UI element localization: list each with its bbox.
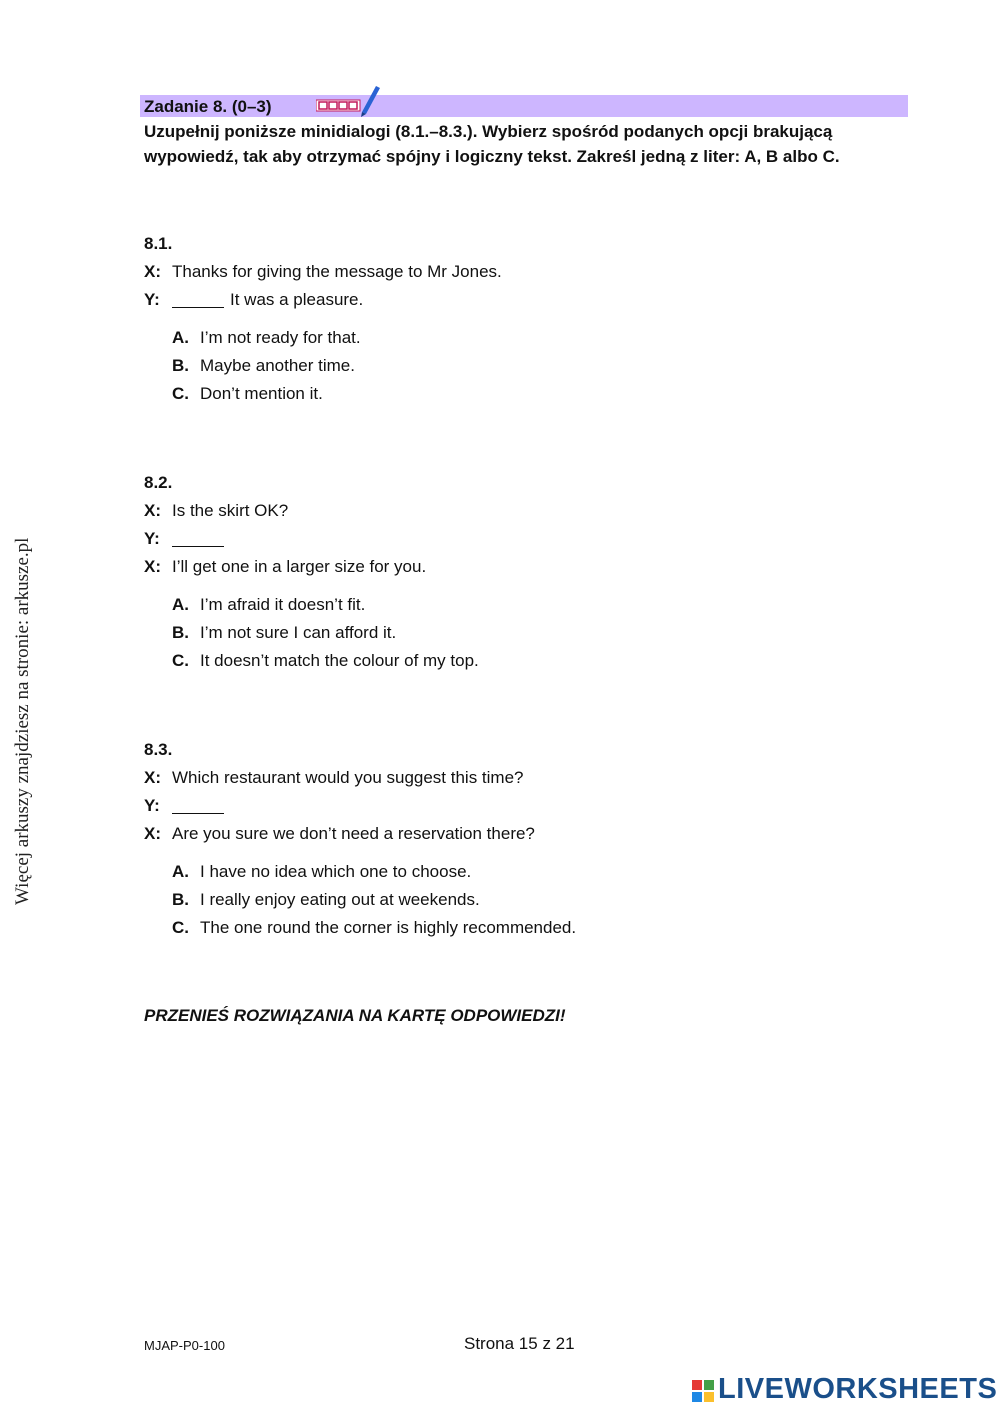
speaker-label: Y:	[144, 290, 160, 309]
answer-options	[172, 324, 844, 408]
speaker-label: X:	[144, 557, 161, 576]
item-number: 8.3.	[144, 740, 173, 759]
option-letter: B.	[172, 890, 189, 909]
sidebar-watermark-text: Więcej arkuszy znajdziesz na stronie: arkusze.pl	[12, 537, 33, 905]
item-8-3	[144, 736, 844, 942]
item-8-1	[144, 230, 844, 408]
dialogue-text: Thanks for giving the message to Mr Jones.	[172, 262, 502, 281]
dialogue-text: It was a pleasure.	[230, 290, 364, 309]
option-text: I’m afraid it doesn’t fit.	[200, 595, 366, 614]
option-letter: A.	[172, 328, 189, 347]
option-c[interactable]	[172, 914, 844, 942]
option-a[interactable]	[172, 591, 844, 619]
page-number: Strona 15 z 21	[464, 1334, 575, 1353]
speaker-label: X:	[144, 501, 161, 520]
transfer-answers-note: PRZENIEŚ ROZWIĄZANIA NA KARTĘ ODPOWIEDZI!	[144, 1006, 566, 1025]
option-text: I’m not ready for that.	[200, 328, 361, 347]
option-c[interactable]	[172, 647, 844, 675]
dialogue-text: Which restaurant would you suggest this time?	[172, 768, 524, 787]
dialogue-text: Are you sure we don’t need a reservation there?	[172, 824, 535, 843]
option-letter: B.	[172, 356, 189, 375]
dialogue-text: I’ll get one in a larger size for you.	[172, 557, 427, 576]
dialogue-line	[144, 258, 844, 286]
item-8-2	[144, 469, 844, 675]
item-number: 8.1.	[144, 234, 173, 253]
dialogue-line	[144, 553, 844, 581]
option-letter: B.	[172, 623, 189, 642]
dialogue-line	[144, 764, 844, 792]
speaker-label: X:	[144, 262, 161, 281]
speaker-label: X:	[144, 768, 161, 787]
speaker-label: X:	[144, 824, 161, 843]
task-title: Zadanie 8. (0–3)	[144, 97, 272, 116]
option-text: I have no idea which one to choose.	[200, 862, 472, 881]
dialogue-text: Is the skirt OK?	[172, 501, 289, 520]
option-text: It doesn’t match the colour of my top.	[200, 651, 479, 670]
option-a[interactable]	[172, 858, 844, 886]
liveworksheets-logo-icon	[692, 1380, 714, 1402]
option-letter: C.	[172, 918, 189, 937]
option-b[interactable]	[172, 352, 844, 380]
task-instruction: Uzupełnij poniższe minidialogi (8.1.–8.3.). Wybierz spośród podanych opcji brakującą wypowiedź, tak aby otrzymać spójny i logiczny tekst. Zakreśl jedną z liter: A, B albo C.	[144, 122, 840, 166]
option-letter: A.	[172, 595, 189, 614]
option-letter: A.	[172, 862, 189, 881]
exam-code: MJAP-P0-100	[144, 1338, 225, 1353]
brand-name: LIVEWORKSHEETS	[718, 1373, 998, 1405]
dialogue-line	[144, 525, 844, 553]
answer-options	[172, 858, 844, 942]
dialogue-line	[144, 497, 844, 525]
option-c[interactable]	[172, 380, 844, 408]
answer-blank[interactable]	[172, 289, 224, 308]
answer-blank[interactable]	[172, 528, 224, 547]
speaker-label: Y:	[144, 529, 160, 548]
option-letter: C.	[172, 384, 189, 403]
option-text: Maybe another time.	[200, 356, 355, 375]
answer-options	[172, 591, 844, 675]
option-text: Don’t mention it.	[200, 384, 323, 403]
option-b[interactable]	[172, 619, 844, 647]
item-number: 8.2.	[144, 473, 173, 492]
option-b[interactable]	[172, 886, 844, 914]
scoring-pencil-icon	[316, 83, 386, 117]
dialogue-line	[144, 792, 844, 820]
option-text: The one round the corner is highly recommended.	[200, 918, 577, 937]
option-text: I’m not sure I can afford it.	[200, 623, 397, 642]
answer-blank[interactable]	[172, 795, 224, 814]
dialogue-line	[144, 286, 844, 314]
option-letter: C.	[172, 651, 189, 670]
task-header-bar	[140, 95, 908, 117]
speaker-label: Y:	[144, 796, 160, 815]
dialogue-line	[144, 820, 844, 848]
option-a[interactable]	[172, 324, 844, 352]
option-text: I really enjoy eating out at weekends.	[200, 890, 480, 909]
